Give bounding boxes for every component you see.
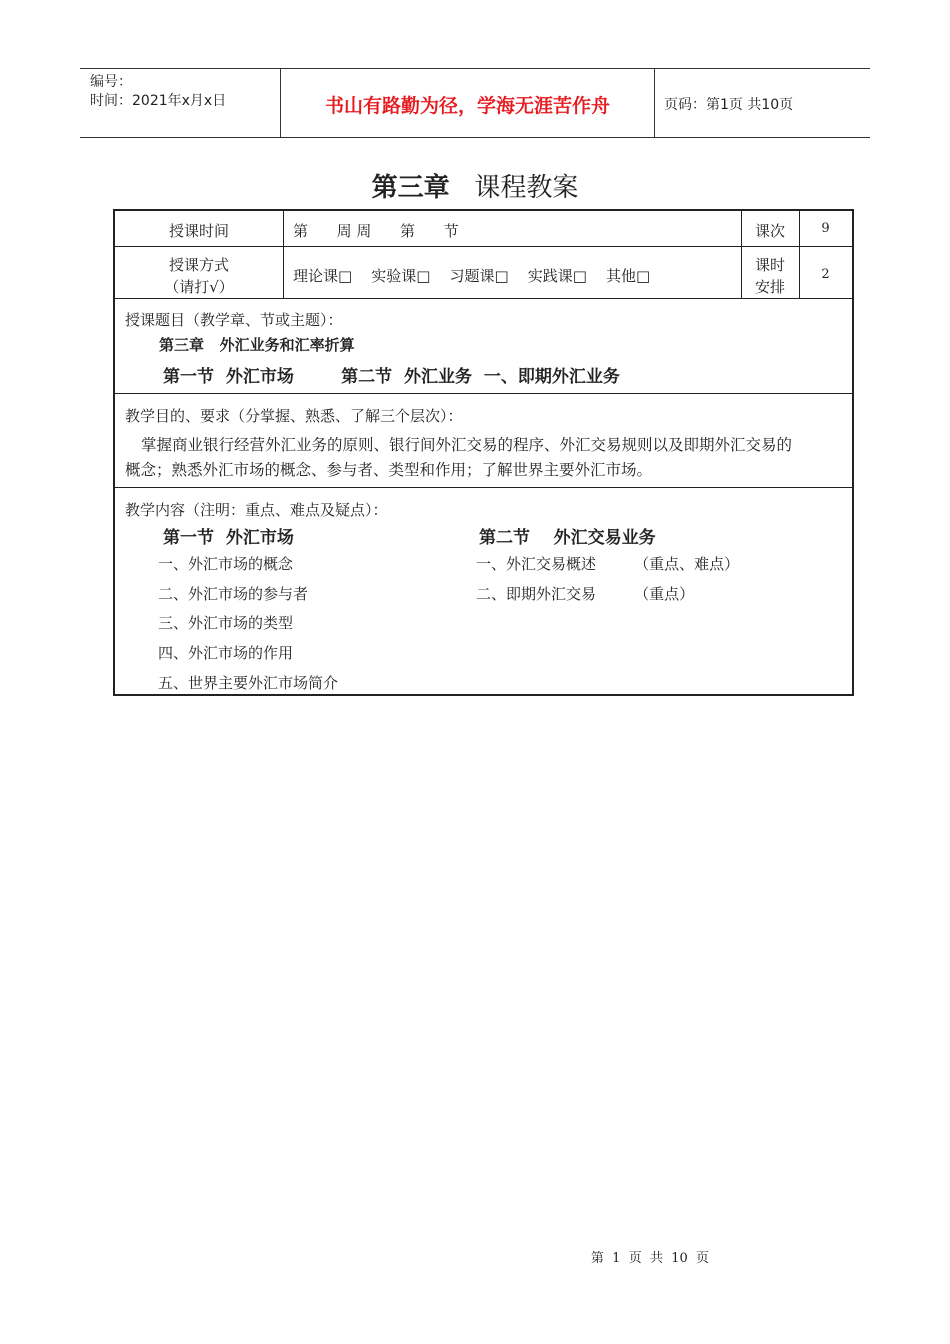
time-label: 授课时间 [168,222,229,240]
topic-label: 授课题目（教学章、节或主题）： [125,311,343,329]
hours-label [741,254,799,298]
method-label [115,254,283,298]
page-header [80,68,870,138]
count-value: 9 [821,221,830,236]
row-divider [115,393,852,394]
document-date: 时间：2021年x月x日 [90,93,227,109]
method-options: 理论课□ 实验课□ 习题课□ 实践课□ 其他□ [293,267,651,285]
method-label-line1: 授课方式 [168,256,229,274]
document-number: 编号： [90,74,132,90]
page-footer: 第 1 页 共 10 页 [590,1251,710,1266]
goals-line1: 掌握商业银行经营外汇业务的原则、银行间外汇交易的程序、外汇交易规则以及即期外汇交易的 [141,436,793,454]
list-item: 二、外汇市场的参与者 [158,585,309,603]
content-right-title: 第二节 外汇交易业务 [479,528,656,548]
header-meta [90,73,226,111]
list-item: 三、外汇市场的类型 [158,614,294,632]
chapter-label: 第三章 [371,173,450,203]
goals-label: 教学目的、要求（分掌握、熟悉、了解三个层次）： [125,407,463,425]
list-item: 二、即期外汇交易 （重点） [476,585,695,603]
list-item: 一、外汇市场的概念 [158,555,294,573]
hours-label-line2: 安排 [754,278,785,296]
list-item: 一、外汇交易概述 （重点、难点） [476,555,740,573]
hours-value: 2 [821,267,830,282]
content-label: 教学内容（注明：重点、难点及疑点）： [125,501,388,519]
list-item: 五、世界主要外汇市场简介 [158,674,339,692]
method-label-line2: （请打√） [164,278,234,296]
header-motto: 书山有路勤为径，学海无涯苦作舟 [324,95,610,117]
header-divider [654,69,655,137]
row-divider [115,487,852,488]
header-page-info: 页码：第1页 共10页 [664,97,794,113]
row-divider [115,298,852,299]
title-spacer [458,173,466,203]
col-divider [283,211,284,298]
content-left-title: 第一节 外汇市场 [163,528,294,548]
count-label: 课次 [754,222,785,240]
topic-chapter: 第三章 外汇业务和汇率折算 [159,336,355,354]
hours-label-line1: 课时 [754,256,785,274]
title-name: 课程教案 [474,173,579,203]
list-item: 四、外汇市场的作用 [158,644,294,662]
lesson-plan-table [113,209,854,696]
goals-line2: 概念；熟悉外汇市场的概念、参与者、类型和作用；了解世界主要外汇市场。 [125,461,653,479]
page-title [0,167,950,204]
time-value: 第 周 周 第 节 [293,222,459,240]
topic-sections: 第一节 外汇市场 第二节 外汇业务 一、即期外汇业务 [163,367,620,387]
